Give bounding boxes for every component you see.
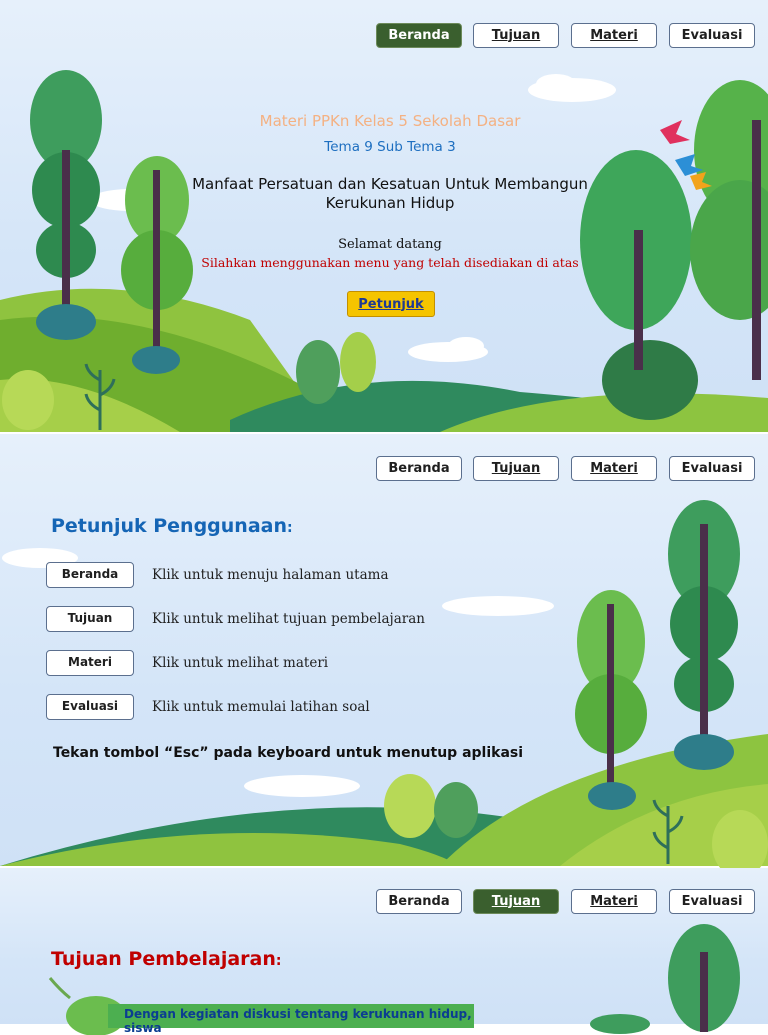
nav-evaluasi-button[interactable]: Evaluasi	[669, 889, 755, 914]
nav-beranda-button[interactable]: Beranda	[376, 456, 462, 481]
guide-evaluasi-desc: Klik untuk memulai latihan soal	[152, 699, 370, 715]
nav-materi-button[interactable]: Materi	[571, 23, 657, 48]
objective-text: Dengan kegiatan diskusi tentang kerukunan hidup, siswa	[124, 1007, 472, 1035]
home-heading-line1: Manfaat Persatuan dan Kesatuan Untuk Membangun	[192, 175, 588, 193]
welcome-text: Selamat datang	[338, 237, 442, 252]
guide-tujuan-button[interactable]: Tujuan	[46, 606, 134, 632]
guide-materi-desc: Klik untuk melihat materi	[152, 655, 329, 671]
nav-evaluasi-button[interactable]: Evaluasi	[669, 456, 755, 481]
home-subtitle: Tema 9 Sub Tema 3	[324, 139, 456, 155]
guide-beranda-button[interactable]: Beranda	[46, 562, 134, 588]
guide-tujuan-desc: Klik untuk melihat tujuan pembelajaran	[152, 611, 425, 627]
nav-beranda-button[interactable]: Beranda	[376, 23, 462, 48]
petunjuk-button[interactable]: Petunjuk	[347, 291, 435, 317]
nav-evaluasi-button[interactable]: Evaluasi	[669, 23, 755, 48]
nav-materi-button[interactable]: Materi	[571, 889, 657, 914]
esc-note: Tekan tombol “Esc” pada keyboard untuk menutup aplikasi	[53, 745, 524, 761]
home-heading-line2: Kerukunan Hidup	[325, 194, 455, 212]
home-slide	[0, 0, 768, 432]
objectives-slide	[0, 868, 768, 1035]
home-title: Materi PPKn Kelas 5 Sekolah Dasar	[259, 112, 521, 130]
nav-materi-button[interactable]: Materi	[571, 456, 657, 481]
guide-title: Petunjuk Penggunaan:	[51, 515, 293, 537]
nav-beranda-button[interactable]: Beranda	[376, 889, 462, 914]
objectives-title: Tujuan Pembelajaran:	[51, 948, 282, 970]
nav-tujuan-button[interactable]: Tujuan	[473, 23, 559, 48]
guide-materi-button[interactable]: Materi	[46, 650, 134, 676]
guide-evaluasi-button[interactable]: Evaluasi	[46, 694, 134, 720]
guide-slide	[0, 434, 768, 866]
objective-box	[108, 1004, 474, 1035]
guide-beranda-desc: Klik untuk menuju halaman utama	[152, 567, 389, 583]
nav-tujuan-button[interactable]: Tujuan	[473, 889, 559, 914]
nav-tujuan-button[interactable]: Tujuan	[473, 456, 559, 481]
landscape-background	[0, 0, 768, 432]
instruction-text: Silahkan menggunakan menu yang telah disediakan di atas	[201, 255, 579, 270]
